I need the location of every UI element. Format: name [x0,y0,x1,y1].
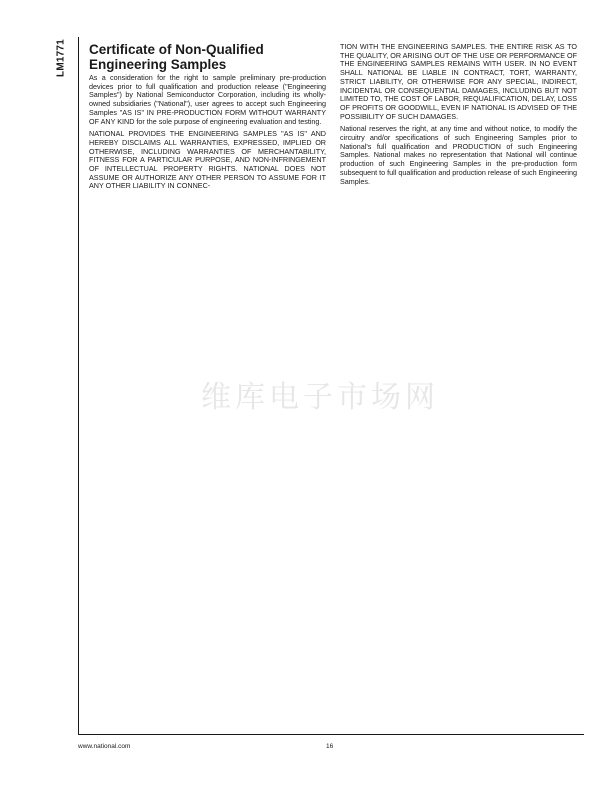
part-number-label [53,38,69,78]
footer-page-number: 16 [326,743,334,750]
section-title-line1: Certificate of Non-Qualified [89,42,264,57]
watermark-text: 维库电子市场网 [201,380,439,415]
disclaimer-paragraph-end: TION WITH THE ENGINEERING SAMPLES. THE ENTIRE RISK AS TO THE QUALITY, OR ARISING OUT OF THE USE OR PERFORMANCE OF THE ENGINEERING SAMPLES REMAINS WITH USER. IN NO EVENT SHALL NATIONAL BE LIABLE IN CONTRACT, TORT, WARRANTY, STRICT LIABILITY, OR OTHERWISE FOR ANY SPECIAL, INDIRECT, INCIDENTAL OR CONSEQUENTIAL DAMAGES, INCLUDING BUT NOT LIMITED TO, THE COST OF LABOR, REQUALIFICATION, DELAY, LOSS OF PROFITS OR GOODWILL, EVEN IF NATIONAL IS ADVISED OF THE POSSIBILITY OF SUCH DAMAGES. [340,42,577,121]
left-column [89,43,326,195]
section-title [89,43,326,72]
consideration-paragraph: As a consideration for the right to sample preliminary pre-production devices prior to full qualification and production release ("Engineering Samples") by National Semiconductor Corporation, including its wholly-owned subsidiaries ("National"), user agrees to accept such Engineering Samples "AS IS" IN PRE-PRODUCTION FORM WITHOUT WARRANTY OF ANY KIND for the sole purpose of engineering evaluation and testing. [89,73,326,126]
disclaimer-paragraph-start: NATIONAL PROVIDES THE ENGINEERING SAMPLES "AS IS" AND HEREBY DISCLAIMS ALL WARRANTIES, EXPRESSED, IMPLIED OR OTHERWISE, INCLUDING WARRANTIES OF MERCHANTABILITY, FITNESS FOR A PARTICULAR PURPOSE, AND NON-INFRINGEMENT OF INTELLECTUAL PROPERTY RIGHTS. NATIONAL DOES NOT ASSUME OR AUTHORIZE ANY OTHER PERSON TO ASSUME FOR IT ANY OTHER LIABILITY IN CONNEC- [89,129,326,191]
footer-website[interactable]: www.national.com [78,743,131,750]
reservation-paragraph: National reserves the right, at any time and without notice, to modify the circuitry and/or specifications of such Engineering Samples prior to National's full qualification and PRODUCTION of such Engineering Samples. National makes no representation that National will continue production of such Engineering Samples in the pre-production form subsequent to full qualification and production release of such Engineering Samples. [340,124,577,186]
part-number-text: LM1771 [55,39,67,77]
right-column [340,43,577,190]
section-title-line2: Engineering Samples [89,56,227,72]
